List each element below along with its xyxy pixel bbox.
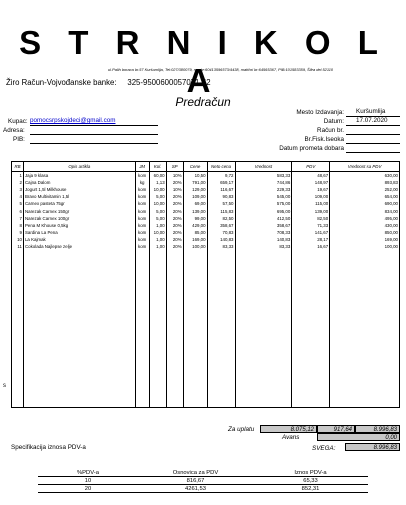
side-mark: s [3, 383, 6, 389]
invoice-number-field[interactable] [346, 126, 400, 135]
buyer-pib-field[interactable] [30, 135, 158, 144]
items-table [11, 161, 400, 408]
header-unit: JM [135, 162, 149, 172]
table-row: 9 Sardina La Pena kom 10,00 20% 85,00 70,83 708,33 141,67 850,00 [12, 229, 400, 236]
company-info: ul.Palih boraca br.57 Kuršumlija, Tel:027/380079, reg.br:60413596573/4438, matični br:64565367, PIB:101583359, Šifra del.52110 [108, 67, 334, 72]
bank-account [6, 78, 211, 87]
company-logo: S T R N I K O L A [19, 24, 387, 99]
header-net-price: Neto cena [207, 162, 235, 172]
buyer-name-label: Kupac: [8, 118, 28, 125]
place-field[interactable]: Kuršumlija [346, 108, 400, 117]
vat-base: 816,67 [138, 477, 253, 485]
vat-header-row [38, 469, 368, 477]
items-body [12, 172, 400, 408]
total-vat: 917,64 [317, 425, 355, 433]
header-vat: PDV [292, 162, 330, 172]
vat-header-base: Osnovica za PDV [138, 469, 253, 477]
items-header-row [12, 162, 400, 172]
fiscal-label: Br.Fisk.Iseoka [304, 136, 344, 143]
vat-header-rate: %PDV-a [38, 469, 138, 477]
vat-spec-table [38, 469, 368, 493]
header-quantity: Kol. [149, 162, 166, 172]
invoice-number-label: Račun br. [317, 127, 344, 134]
bank-label: Žiro Račun-Vojvođanske banke: [6, 78, 117, 87]
buyer-address-field[interactable] [30, 126, 158, 135]
fiscal-field[interactable] [346, 135, 400, 144]
vat-amount: 65,33 [253, 477, 368, 485]
turnover-date-field[interactable] [346, 144, 400, 153]
buyer-address-label: Adresa: [3, 127, 25, 134]
total-gross: 8.996,83 [355, 425, 400, 433]
vat-row [38, 485, 368, 493]
document-title: Predračun [175, 95, 231, 109]
table-row: 2 Cajna Dalom kg 1,13 20% 791,00 659,17 744,86 148,97 893,83 [12, 179, 400, 186]
vat-base: 4261,53 [138, 485, 253, 493]
header-price: Cene [183, 162, 207, 172]
advance-value: 0,00 [317, 433, 400, 441]
buyer-pib-label: PIB: [13, 136, 25, 143]
header-rb: RB [12, 162, 24, 172]
header-value-with-vat: Vrednost sa PDV [330, 162, 400, 172]
table-row: 1 Jaja 9 klasa kom 60,00 10% 10,50 9,72 583,33 48,67 630,00 [12, 172, 400, 180]
bank-account-number: 325-9500600057071-42 [127, 78, 211, 87]
table-row: 4 Bravo Multivitamin 1,5l kom 5,00 20% 109,00 90,83 545,00 109,00 654,00 [12, 193, 400, 200]
table-row: 5 Carnex pasteta 75gr kom 10,00 20% 69,00 57,50 575,00 115,00 690,00 [12, 200, 400, 207]
buyer-email-link[interactable]: pomocsrpskojdeci@gmail.com [30, 117, 116, 124]
table-row: 10 La Kajmak kom 1,00 20% 169,00 140,83 140,83 28,17 169,00 [12, 236, 400, 243]
table-row: 3 Jogurt 1,5l Milkhouse kom 10,00 10% 129,00 116,67 229,33 19,67 252,00 [12, 186, 400, 193]
table-row: 11 Cokolada Najlepse zelje kom 1,00 20% 100,00 83,33 83,33 16,67 100,00 [12, 243, 400, 250]
table-row: 8 Pena M Khouse 0,5kg kom 1,00 20% 429,00 358,67 358,67 71,33 430,00 [12, 222, 400, 229]
vat-amount: 852,31 [253, 485, 368, 493]
vat-spec-title: Specifikacija iznosa PDV-a [11, 444, 86, 451]
grand-total-label: SVEGA: [312, 445, 336, 452]
buyer-name-field[interactable] [30, 117, 158, 126]
header-value: Vrednost [235, 162, 292, 172]
vat-rate: 20 [38, 485, 138, 493]
turnover-date-label: Datum prometa dobara [279, 145, 344, 152]
place-label: Mesto Izdavanja: [296, 109, 344, 116]
table-row: 6 Narezak Carnex 150gr kom 5,00 20% 139,00 115,83 695,00 139,00 834,00 [12, 207, 400, 214]
header-description: Opis artikla [23, 162, 135, 172]
to-pay-label: Za uplatu [228, 426, 255, 433]
header-rate: SP [166, 162, 183, 172]
vat-rate: 10 [38, 477, 138, 485]
grand-total-value: 8.996,83 [345, 443, 400, 451]
vat-header-amount: Iznos PDV-a [253, 469, 368, 477]
table-filler-row [12, 250, 400, 408]
vat-row [38, 477, 368, 485]
date-field[interactable]: 17.07.2020 [346, 117, 400, 126]
table-row: 7 Narezak Carnex 100gr kom 5,00 20% 99,00 82,50 412,50 82,50 495,00 [12, 215, 400, 222]
advance-label: Avans [282, 434, 300, 441]
total-net: 8.075,12 [260, 425, 317, 433]
date-label: Datum: [323, 118, 344, 125]
